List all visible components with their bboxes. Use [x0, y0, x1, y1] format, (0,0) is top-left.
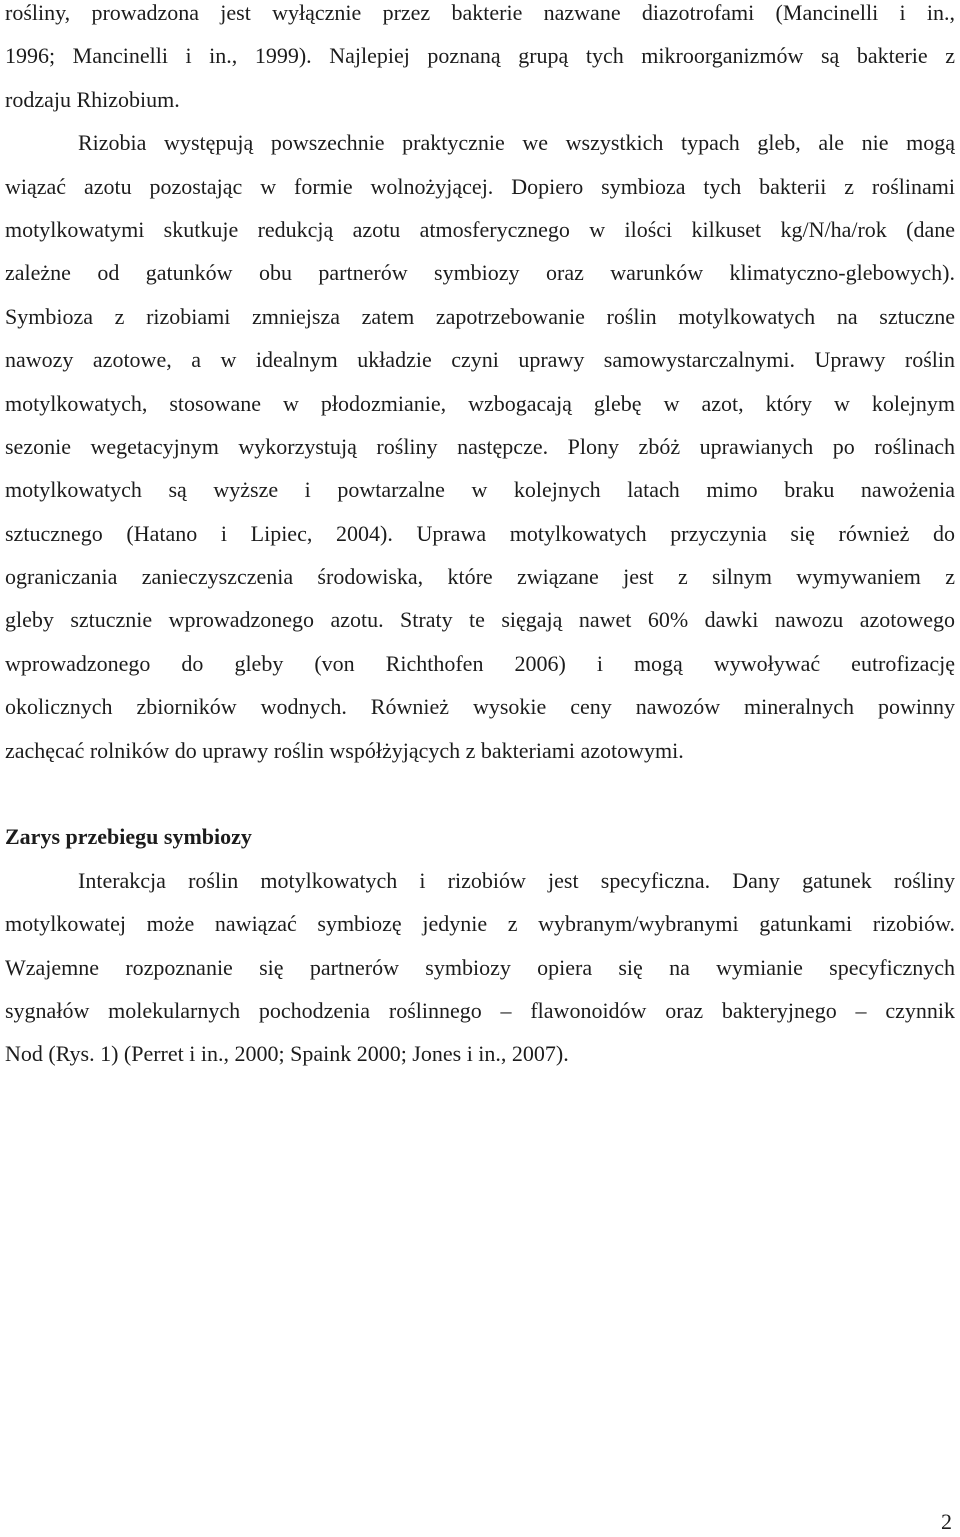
text-line: rośliny, prowadzona jest wyłącznie przez bakterie nazwane diazotrofami (Mancinelli i in.,	[5, 0, 955, 25]
text-line: Symbioza z rizobiami zmniejsza zatem zapotrzebowanie roślin motylkowatych na sztuczne	[5, 303, 955, 329]
paragraph	[5, 121, 955, 772]
text-line: sezonie wegetacyjnym wykorzystują rośliny następcze. Plony zbóż uprawianych po roślinach	[5, 433, 955, 459]
text-line: okolicznych zbiorników wodnych. Również wysokie ceny nawozów mineralnych powinny	[5, 694, 955, 720]
text-line: 1996; Mancinelli i in., 1999). Najlepiej poznaną grupą tych mikroorganizmów są bakterie z	[5, 43, 955, 69]
text-line: motylkowatej może nawiązać symbiozę jedynie z wybranym/wybranymi gatunkami rizobiów.	[5, 911, 955, 937]
text-line: zachęcać rolników do uprawy roślin współżyjących z bakteriami azotowymi.	[5, 737, 684, 763]
paragraph	[5, 0, 955, 121]
text-line: wiązać azotu pozostając w formie wolnożyjącej. Dopiero symbioza tych bakterii z roślinami	[5, 173, 955, 199]
text-line: rodzaju Rhizobium.	[5, 86, 180, 112]
text-line: ograniczania zanieczyszczenia środowiska, które związane jest z silnym wymywaniem z	[5, 564, 955, 590]
text-line: motylkowatych są wyższe i powtarzalne w kolejnych latach mimo braku nawożenia	[5, 477, 955, 503]
text-line: gleby sztucznie wprowadzonego azotu. Straty te sięgają nawet 60% dawki nawozu azotowego	[5, 607, 955, 633]
text-line: Nod (Rys. 1) (Perret i in., 2000; Spaink 2000; Jones i in., 2007).	[5, 1041, 569, 1067]
paragraph	[5, 859, 955, 1076]
text-line: zależne od gatunków obu partnerów symbiozy oraz warunków klimatyczno-glebowych).	[5, 260, 955, 286]
text-line: motylkowatymi skutkuje redukcją azotu atmosferycznego w ilości kilkuset kg/N/ha/rok (dane	[5, 216, 955, 242]
text-line: Interakcja roślin motylkowatych i rizobiów jest specyficzna. Dany gatunek rośliny	[78, 867, 955, 893]
section-heading: Zarys przebiegu symbiozy	[5, 824, 252, 850]
text-line: nawozy azotowe, a w idealnym układzie czyni uprawy samowystarczalnymi. Uprawy roślin	[5, 347, 955, 373]
text-line: motylkowatych, stosowane w płodozmianie, wzbogacają glebę w azot, który w kolejnym	[5, 390, 955, 416]
text-line: wprowadzonego do gleby (von Richthofen 2006) i mogą wywoływać eutrofizację	[5, 650, 955, 676]
text-line: Wzajemne rozpoznanie się partnerów symbiozy opiera się na wymianie specyficznych	[5, 954, 955, 980]
text-line: sygnałów molekularnych pochodzenia roślinnego – flawonoidów oraz bakteryjnego – czynnik	[5, 997, 955, 1023]
text-line: sztucznego (Hatano i Lipiec, 2004). Uprawa motylkowatych przyczynia się również do	[5, 520, 955, 546]
document-page	[5, 0, 955, 1076]
text-line: Rizobia występują powszechnie praktycznie we wszystkich typach gleb, ale nie mogą	[78, 130, 955, 156]
page-number: 2	[941, 1509, 952, 1534]
